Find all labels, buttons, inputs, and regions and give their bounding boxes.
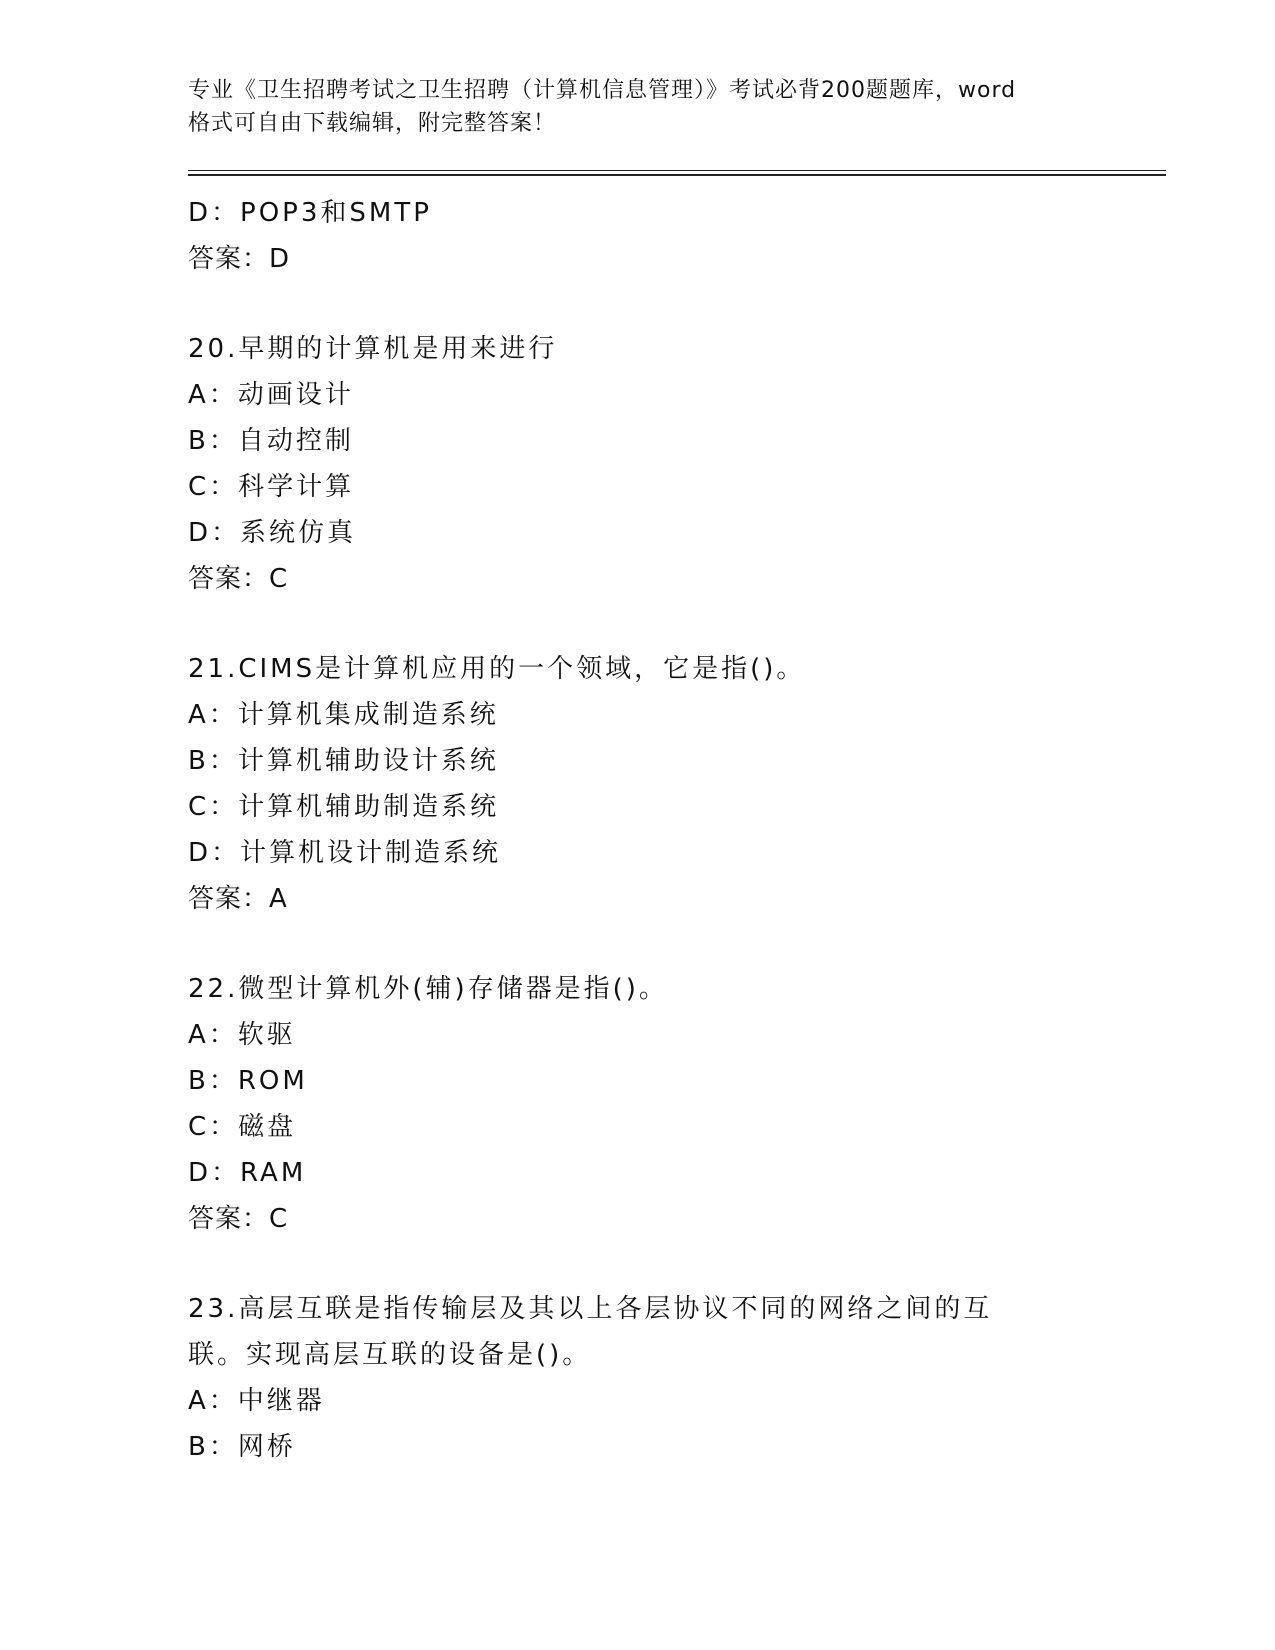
option-c: C：科学计算 xyxy=(188,472,355,502)
option-d: D：计算机设计制造系统 xyxy=(188,838,502,868)
header-rule-bottom xyxy=(188,174,1166,176)
question-stem: 23.高层互联是指传输层及其以上各层协议不同的网络之间的互联。实现高层互联的设备是()。 xyxy=(188,1294,993,1370)
question-stem: 21.CIMS是计算机应用的一个领域，它是指()。 xyxy=(188,654,806,684)
option-d: D：RAM xyxy=(188,1158,307,1188)
answer-line: 答案：C xyxy=(188,564,289,594)
question-23 xyxy=(188,1286,1088,1470)
question-21 xyxy=(188,646,1088,922)
option-b: B：ROM xyxy=(188,1066,308,1096)
answer-line: 答案：A xyxy=(188,884,288,914)
option-b: B：网桥 xyxy=(188,1432,296,1462)
option-c: C：磁盘 xyxy=(188,1112,297,1142)
question-stem: 22.微型计算机外(辅)存储器是指()。 xyxy=(188,974,668,1004)
answer-line: 答案：D xyxy=(188,244,291,274)
question-20 xyxy=(188,326,1088,602)
option-a: A：动画设计 xyxy=(188,380,354,410)
question-22 xyxy=(188,966,1088,1242)
answer-line: 答案：C xyxy=(188,1204,289,1234)
option-a: A：软驱 xyxy=(188,1020,296,1050)
document-header xyxy=(188,74,1088,140)
option-a: A：计算机集成制造系统 xyxy=(188,700,499,730)
option-d: D：系统仿真 xyxy=(188,518,357,548)
previous-question-tail xyxy=(188,190,1088,282)
header-rule-top xyxy=(188,170,1166,171)
option-b: B：计算机辅助设计系统 xyxy=(188,746,499,776)
question-stem: 20.早期的计算机是用来进行 xyxy=(188,334,558,364)
question-list xyxy=(188,190,1088,1470)
header-line-2: 格式可自由下载编辑，附完整答案！ xyxy=(188,111,557,136)
option-c: C：计算机辅助制造系统 xyxy=(188,792,500,822)
option-b: B：自动控制 xyxy=(188,426,354,456)
option-d: D：POP3和SMTP xyxy=(188,198,432,228)
header-line-1: 专业《卫生招聘考试之卫生招聘（计算机信息管理）》考试必背200题题库，word xyxy=(188,78,1017,103)
option-a: A：中继器 xyxy=(188,1386,325,1416)
